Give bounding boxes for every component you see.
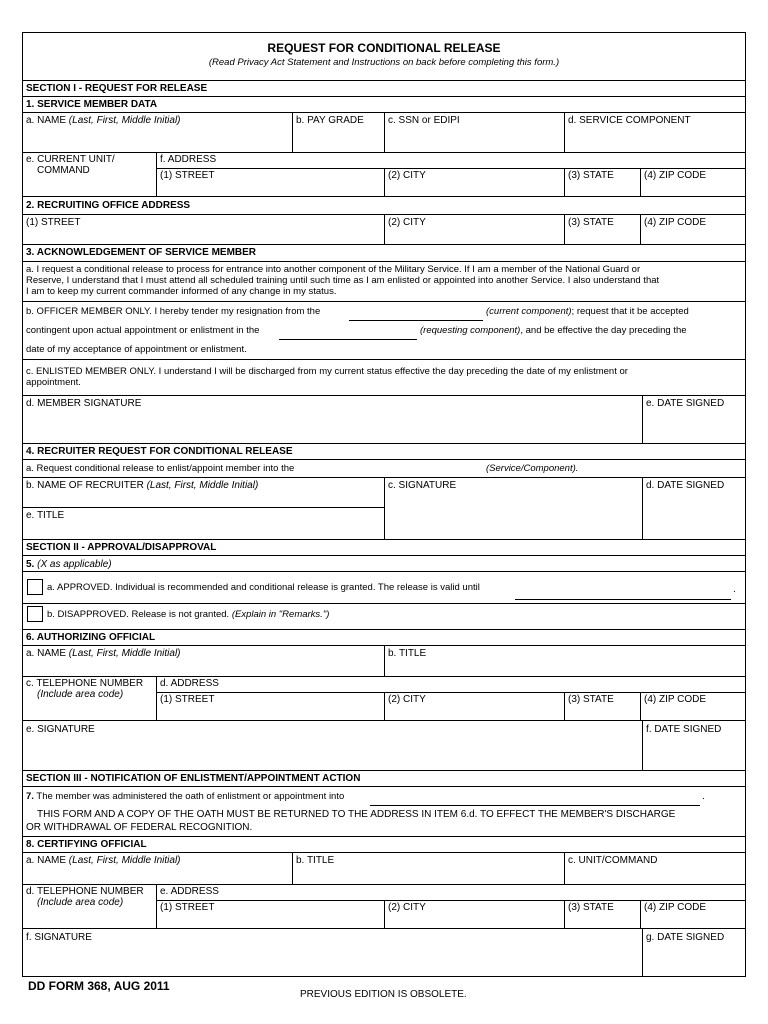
item7-number: 7. <box>26 791 34 802</box>
item8-heading: 8. CERTIFYING OFFICIAL <box>26 839 147 850</box>
cert-name-field[interactable] <box>26 855 181 866</box>
cert-name-hint: (Last, First, Middle Initial) <box>68 855 181 866</box>
disapproved-label: b. DISAPPROVED. Release is not granted. <box>47 609 230 620</box>
oath-text <box>26 791 344 802</box>
item5-number: 5. <box>26 559 35 570</box>
disapproved-text <box>47 609 329 620</box>
member-name-field[interactable] <box>26 115 181 126</box>
officer-resign-text: b. OFFICER MEMBER ONLY. I hereby tender my resignation from the <box>26 306 321 317</box>
ack-a-line2: Reserve, I understand that I must attend all scheduled training until such time as I am enlisted or appointed into another Service. I also understand that <box>26 275 660 286</box>
current-component-line[interactable] <box>349 320 483 321</box>
current-unit-label-2: COMMAND <box>37 165 90 176</box>
form-title: REQUEST FOR CONDITIONAL RELEASE <box>267 41 501 55</box>
recruiter-name-hint: (Last, First, Middle Initial) <box>146 480 259 491</box>
auth-date-field[interactable]: f. DATE SIGNED <box>646 724 722 735</box>
approved-text: a. APPROVED. Individual is recommended and conditional release is granted. The release is valid until <box>47 582 480 593</box>
form-number: DD FORM 368, AUG 2011 <box>28 979 170 993</box>
cert-city-field[interactable]: (2) CITY <box>388 902 426 913</box>
recruiter-date-field[interactable]: d. DATE SIGNED <box>646 480 725 491</box>
current-component-hint: (current component) <box>486 306 572 317</box>
member-address-label: f. ADDRESS <box>160 154 217 165</box>
member-state-field[interactable]: (3) STATE <box>568 170 614 181</box>
auth-state-field[interactable]: (3) STATE <box>568 694 614 705</box>
section1-heading: SECTION I - REQUEST FOR RELEASE <box>26 83 208 94</box>
cert-signature-field[interactable]: f. SIGNATURE <box>26 932 92 943</box>
member-city-field[interactable]: (2) CITY <box>388 170 426 181</box>
officer-accept-text: ; request that it be accepted <box>571 306 689 317</box>
return-notice-line2: OR WITHDRAWAL OF FEDERAL RECOGNITION. <box>26 822 253 833</box>
approved-period: . <box>733 584 736 595</box>
recruiting-street-field[interactable]: (1) STREET <box>26 217 81 228</box>
officer-effective-text: , and be effective the day preceding the <box>520 325 687 336</box>
cert-zip-field[interactable]: (4) ZIP CODE <box>644 902 707 913</box>
member-name-label: a. NAME <box>26 115 67 126</box>
recruiting-city-field[interactable]: (2) CITY <box>388 217 426 228</box>
cert-name-label: a. NAME <box>26 855 67 866</box>
service-component-hint: (Service/Component). <box>486 463 579 474</box>
current-unit-label[interactable]: e. CURRENT UNIT/ <box>26 154 115 165</box>
member-zip-field[interactable]: (4) ZIP CODE <box>644 170 707 181</box>
recruiting-zip-field[interactable]: (4) ZIP CODE <box>644 217 707 228</box>
recruiter-request-text: a. Request conditional release to enlist/appoint member into the <box>26 463 295 474</box>
officer-date-text: date of my acceptance of appointment or enlistment. <box>26 344 247 355</box>
auth-name-field[interactable] <box>26 648 181 659</box>
section3-heading: SECTION III - NOTIFICATION OF ENLISTMENT/APPOINTMENT ACTION <box>26 773 361 784</box>
officer-contingent-text: contingent upon actual appointment or enlistment in the <box>26 325 260 336</box>
item5-label <box>26 559 112 570</box>
item1-heading: 1. SERVICE MEMBER DATA <box>26 99 158 110</box>
conditional-release-form <box>22 32 746 977</box>
auth-phone-hint: (Include area code) <box>37 689 124 700</box>
member-date-field[interactable]: e. DATE SIGNED <box>646 398 725 409</box>
form-subtitle: (Read Privacy Act Statement and Instructions on back before completing this form.) <box>208 57 560 68</box>
cert-phone-field[interactable]: d. TELEPHONE NUMBER <box>26 886 144 897</box>
auth-name-hint: (Last, First, Middle Initial) <box>68 648 181 659</box>
item5-hint: (X as applicable) <box>37 559 112 570</box>
recruiter-signature-field[interactable]: c. SIGNATURE <box>388 480 457 491</box>
officer-current-component-text <box>486 306 689 317</box>
service-component-field[interactable]: d. SERVICE COMPONENT <box>568 115 691 126</box>
requesting-component-hint: (requesting component) <box>420 325 521 336</box>
member-name-hint: (Last, First, Middle Initial) <box>68 115 181 126</box>
officer-requesting-component-text <box>420 325 687 336</box>
cert-unit-field[interactable]: c. UNIT/COMMAND <box>568 855 658 866</box>
auth-name-label: a. NAME <box>26 648 67 659</box>
section2-heading: SECTION II - APPROVAL/DISAPPROVAL <box>26 542 217 553</box>
requesting-component-line[interactable] <box>279 339 417 340</box>
member-signature-field[interactable]: d. MEMBER SIGNATURE <box>26 398 142 409</box>
recruiter-name-label: b. NAME OF RECRUITER <box>26 480 144 491</box>
auth-signature-field[interactable]: e. SIGNATURE <box>26 724 95 735</box>
cert-street-field[interactable]: (1) STREET <box>160 902 215 913</box>
disapproved-checkbox[interactable] <box>27 606 43 622</box>
cert-address-label: e. ADDRESS <box>160 886 219 897</box>
cert-title-field[interactable]: b. TITLE <box>296 855 335 866</box>
member-street-field[interactable]: (1) STREET <box>160 170 215 181</box>
oath-period: . <box>702 791 705 802</box>
item6-heading: 6. AUTHORIZING OFFICIAL <box>26 632 156 643</box>
cert-state-field[interactable]: (3) STATE <box>568 902 614 913</box>
auth-city-field[interactable]: (2) CITY <box>388 694 426 705</box>
edition-notice: PREVIOUS EDITION IS OBSOLETE. <box>300 989 467 1000</box>
oath-label: The member was administered the oath of enlistment or appointment into <box>36 791 345 802</box>
auth-title-field[interactable]: b. TITLE <box>388 648 427 659</box>
ack-a-line3: I am to keep my current commander informed of any change in my status. <box>26 286 337 297</box>
recruiter-title-field[interactable]: e. TITLE <box>26 510 65 521</box>
ssn-field[interactable]: c. SSN or EDIPI <box>388 115 460 126</box>
pay-grade-field[interactable]: b. PAY GRADE <box>296 115 364 126</box>
item2-heading: 2. RECRUITING OFFICE ADDRESS <box>26 200 191 211</box>
disapproved-hint: (Explain in "Remarks.") <box>231 609 330 620</box>
item4-heading: 4. RECRUITER REQUEST FOR CONDITIONAL RELEASE <box>26 446 293 457</box>
return-notice-line1: THIS FORM AND A COPY OF THE OATH MUST BE RETURNED TO THE ADDRESS IN ITEM 6.d. TO EFFECT THE MEMBER'S DISCHARGE <box>37 809 676 820</box>
recruiter-name-field[interactable] <box>26 480 258 491</box>
recruiting-state-field[interactable]: (3) STATE <box>568 217 614 228</box>
cert-date-field[interactable]: g. DATE SIGNED <box>646 932 725 943</box>
item3-heading: 3. ACKNOWLEDGEMENT OF SERVICE MEMBER <box>26 247 257 258</box>
cert-phone-hint: (Include area code) <box>37 897 124 908</box>
valid-until-line[interactable] <box>515 599 731 600</box>
auth-phone-field[interactable]: c. TELEPHONE NUMBER <box>26 678 144 689</box>
enlisted-text-line1: c. ENLISTED MEMBER ONLY. I understand I will be discharged from my current status effective the day preceding the date of my enlistment or <box>26 366 628 377</box>
auth-street-field[interactable]: (1) STREET <box>160 694 215 705</box>
approved-checkbox[interactable] <box>27 579 43 595</box>
auth-address-label: d. ADDRESS <box>160 678 219 689</box>
auth-zip-field[interactable]: (4) ZIP CODE <box>644 694 707 705</box>
oath-component-line[interactable] <box>370 805 700 806</box>
enlisted-text-line2: appointment. <box>26 377 81 388</box>
ack-a-line1: a. I request a conditional release to process for entrance into another component of the Military Service. If I am a member of the National Guard or <box>26 264 641 275</box>
